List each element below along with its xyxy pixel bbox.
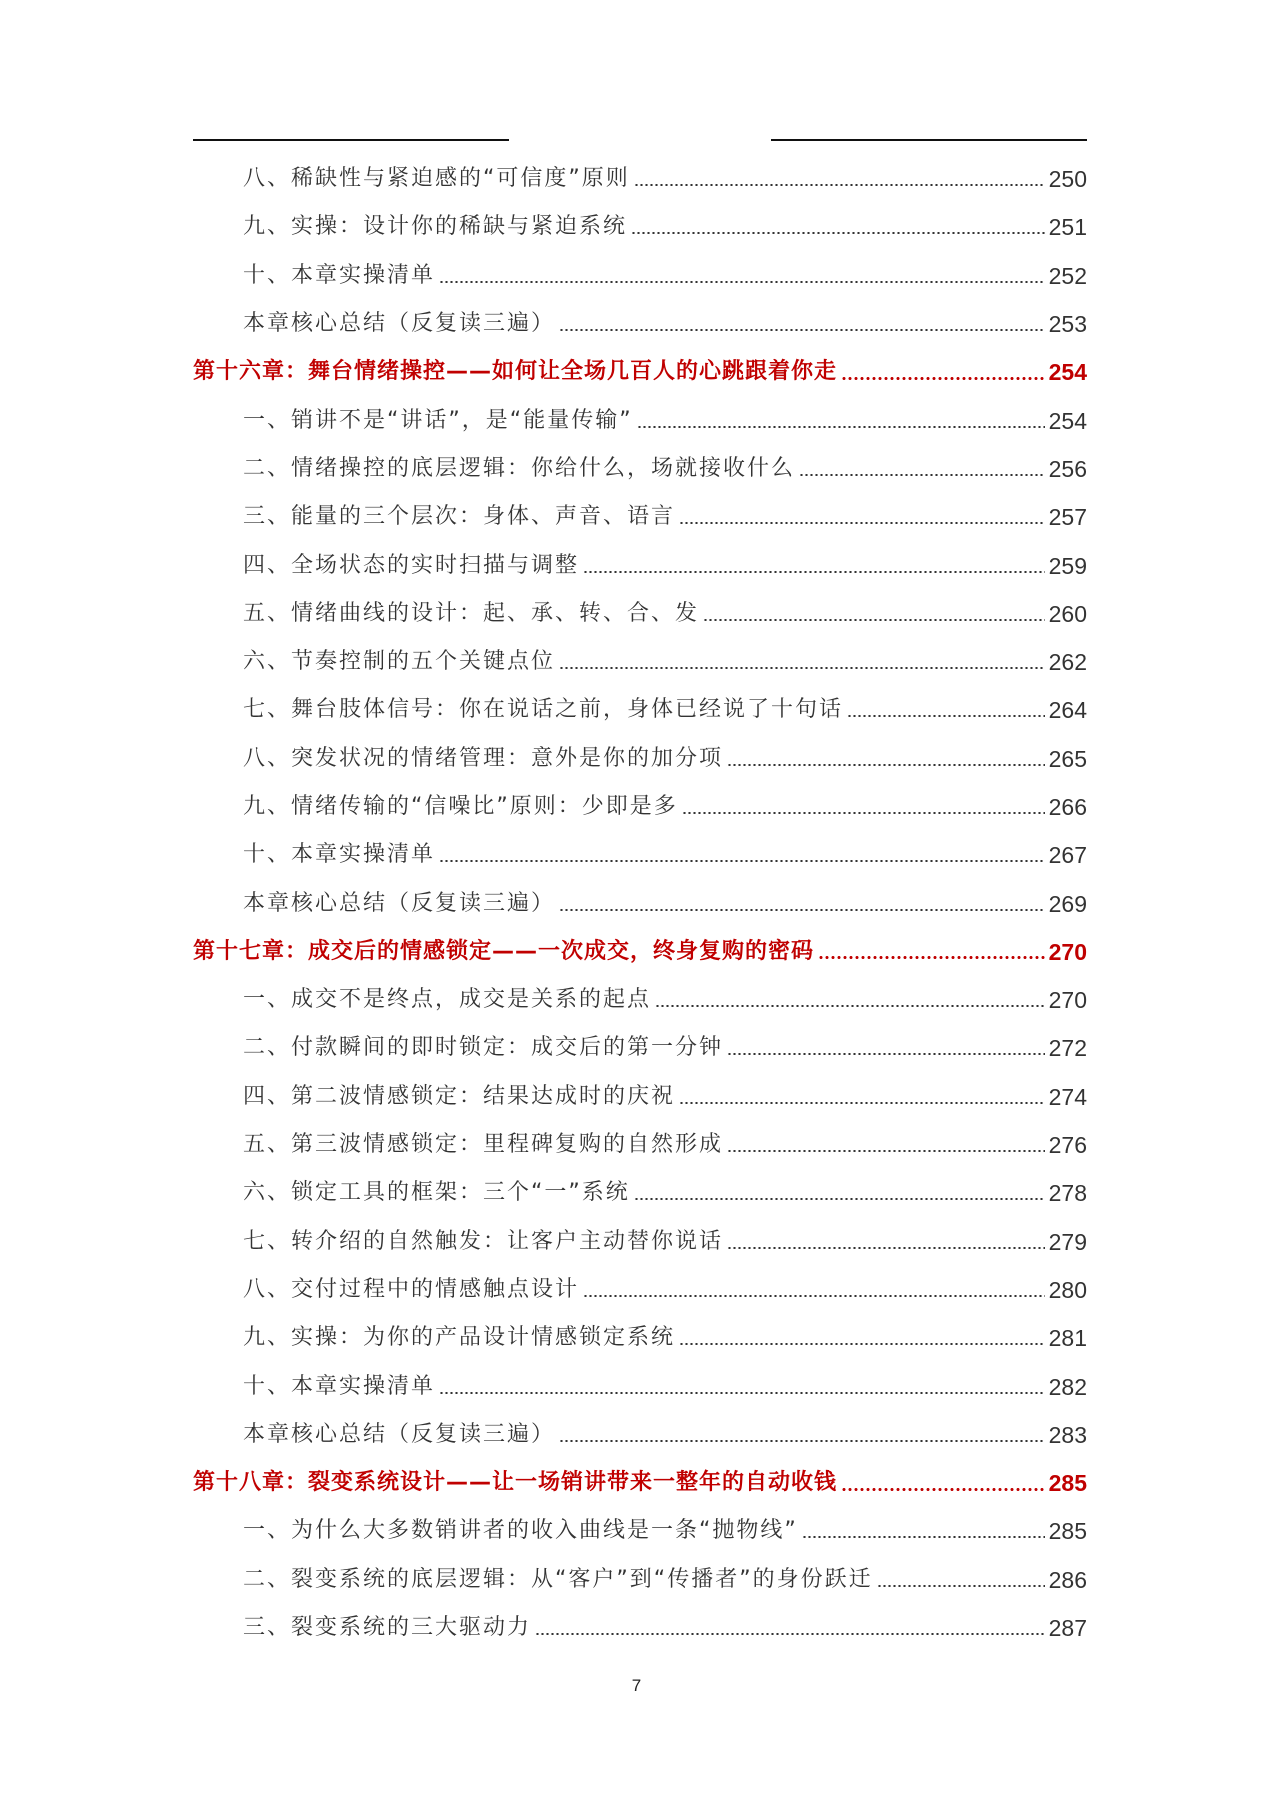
toc-entry-page: 266	[1048, 794, 1087, 820]
dot-leader	[682, 812, 1045, 814]
toc-entry-page: 280	[1048, 1276, 1087, 1303]
dot-leader	[637, 426, 1045, 428]
toc-entry-page: 272	[1048, 1035, 1087, 1062]
header-rule-right	[771, 139, 1087, 141]
toc-entry-page: 283	[1048, 1421, 1087, 1448]
toc-entry-title: 六、锁定工具的框架：三个“一”系统	[243, 1180, 630, 1206]
dot-leader	[727, 1053, 1045, 1055]
toc-section-entry[interactable]	[193, 1121, 1087, 1169]
toc-section-entry[interactable]	[193, 1507, 1087, 1555]
toc-entry-page: 257	[1048, 504, 1087, 531]
toc-entry-page: 253	[1048, 311, 1087, 338]
dot-leader	[877, 1585, 1045, 1587]
toc-entry-title: 四、第二波情感锁定：结果达成时的庆祝	[243, 1083, 676, 1109]
toc-section-entry[interactable]	[193, 1218, 1087, 1266]
toc-entry-title: 四、全场状态的实时扫描与调整	[243, 552, 580, 578]
toc-entry-page: 274	[1048, 1083, 1087, 1110]
dot-leader	[799, 474, 1045, 476]
toc-entry-title: 七、转介绍的自然触发：让客户主动替你说话	[243, 1228, 724, 1254]
dot-leader	[727, 1150, 1045, 1152]
toc-section-entry[interactable]	[193, 252, 1087, 300]
dot-leader	[535, 1633, 1045, 1635]
dot-leader	[679, 1343, 1045, 1345]
dot-leader	[559, 1440, 1045, 1442]
toc-section-entry[interactable]	[193, 493, 1087, 541]
dot-leader	[727, 764, 1045, 766]
toc-section-entry[interactable]	[193, 1604, 1087, 1652]
dot-leader	[802, 1536, 1045, 1538]
dot-leader	[679, 522, 1045, 524]
toc-entry-title: 三、能量的三个层次：身体、声音、语言	[243, 504, 676, 530]
toc-entry-page: 270	[1048, 987, 1087, 1014]
toc-entry-title: 九、实操：设计你的稀缺与紧迫系统	[243, 214, 628, 240]
toc-section-entry[interactable]	[193, 831, 1087, 879]
toc-entry-page: 264	[1048, 697, 1087, 724]
toc-section-entry[interactable]	[193, 396, 1087, 444]
toc-section-entry[interactable]	[193, 735, 1087, 783]
toc-entry-page: 254	[1048, 407, 1087, 434]
toc-entry-title: 本章核心总结（反复读三遍）	[243, 1421, 556, 1447]
toc-entry-page: 254	[1048, 359, 1087, 386]
dot-leader	[559, 667, 1045, 669]
toc-entry-page: 286	[1048, 1566, 1087, 1593]
toc-section-entry[interactable]	[193, 1024, 1087, 1072]
toc-entry-page: 287	[1048, 1615, 1087, 1642]
toc-entry-title: 八、突发状况的情绪管理：意外是你的加分项	[243, 745, 724, 771]
toc-entry-page: 259	[1048, 552, 1087, 579]
toc-entry-page: 285	[1048, 1470, 1087, 1497]
toc-section-entry[interactable]	[193, 1314, 1087, 1362]
toc-entry-title: 第十八章：裂变系统设计——让一场销讲带来一整年的自动收钱	[193, 1470, 838, 1496]
dot-leader	[655, 1005, 1045, 1007]
toc-entry-page: 265	[1048, 745, 1087, 772]
toc-entry-title: 十、本章实操清单	[243, 842, 436, 868]
dot-leader	[439, 1392, 1045, 1394]
toc-entry-title: 十、本章实操清单	[243, 1373, 436, 1399]
dot-leader	[841, 377, 1045, 380]
toc-entry-page: 270	[1048, 938, 1087, 965]
dot-leader	[727, 1247, 1045, 1249]
toc-section-entry[interactable]	[193, 590, 1087, 638]
toc-entry-title: 第十七章：成交后的情感锁定——一次成交，终身复购的密码	[193, 938, 815, 964]
toc-entry-page: 251	[1048, 214, 1087, 241]
toc-section-entry[interactable]	[193, 541, 1087, 589]
toc-section-entry[interactable]	[193, 155, 1087, 203]
toc-entry-title: 六、节奏控制的五个关键点位	[243, 649, 556, 675]
toc-section-entry[interactable]	[193, 879, 1087, 927]
toc-entry-title: 一、销讲不是“讲话”，是“能量传输”	[243, 407, 633, 433]
header-rule-left	[193, 139, 509, 141]
dot-leader	[439, 281, 1045, 283]
toc-entry-title: 七、舞台肢体信号：你在说话之前，身体已经说了十句话	[243, 697, 844, 723]
toc-entry-title: 二、付款瞬间的即时锁定：成交后的第一分钟	[243, 1035, 724, 1061]
toc-section-entry[interactable]	[193, 300, 1087, 348]
toc-entry-title: 二、情绪操控的底层逻辑：你给什么，场就接收什么	[243, 455, 796, 481]
toc-entry-title: 二、裂变系统的底层逻辑：从“客户”到“传播者”的身份跃迁	[243, 1566, 873, 1592]
toc-entry-title: 十、本章实操清单	[243, 262, 436, 288]
toc-entry-page: 279	[1048, 1228, 1087, 1255]
toc-entry-title: 三、裂变系统的三大驱动力	[243, 1615, 532, 1641]
toc-section-entry[interactable]	[193, 1362, 1087, 1410]
toc-entry-title: 本章核心总结（反复读三遍）	[243, 890, 556, 916]
toc-entry-page: 282	[1048, 1373, 1087, 1400]
toc-entry-page: 276	[1048, 1132, 1087, 1159]
dot-leader	[583, 1295, 1045, 1297]
dot-leader	[634, 1198, 1045, 1200]
dot-leader	[841, 1488, 1045, 1491]
toc-section-entry[interactable]	[193, 1266, 1087, 1314]
dot-leader	[679, 1102, 1045, 1104]
toc-entry-page: 252	[1048, 262, 1087, 289]
toc-entry-title: 一、成交不是终点，成交是关系的起点	[243, 987, 652, 1013]
toc-section-entry[interactable]	[193, 638, 1087, 686]
toc-entry-page: 278	[1048, 1180, 1087, 1207]
dot-leader	[818, 956, 1045, 959]
dot-leader	[559, 329, 1045, 331]
toc-entry-page: 267	[1048, 842, 1087, 869]
dot-leader	[634, 184, 1045, 186]
toc-entry-page: 285	[1048, 1518, 1087, 1545]
page-number: 7	[631, 1676, 642, 1695]
toc-entry-title: 五、情绪曲线的设计：起、承、转、合、发	[243, 600, 700, 626]
toc-entry-title: 一、为什么大多数销讲者的收入曲线是一条“抛物线”	[243, 1518, 798, 1544]
toc-entry-page: 256	[1048, 455, 1087, 482]
toc-entry-page: 281	[1048, 1325, 1087, 1352]
toc-entry-title: 八、稀缺性与紧迫感的“可信度”原则	[243, 166, 630, 192]
toc-entry-title: 第十六章：舞台情绪操控——如何让全场几百人的心跳跟着你走	[193, 359, 838, 385]
toc-entry-title: 八、交付过程中的情感触点设计	[243, 1276, 580, 1302]
toc-entry-title: 五、第三波情感锁定：里程碑复购的自然形成	[243, 1132, 724, 1158]
dot-leader	[703, 619, 1045, 621]
toc-entry-page: 269	[1048, 890, 1087, 917]
toc-entry-page: 262	[1048, 649, 1087, 676]
toc-section-entry[interactable]	[193, 1411, 1087, 1459]
table-of-contents	[193, 155, 1087, 1652]
toc-section-entry[interactable]	[193, 203, 1087, 251]
toc-entry-page: 260	[1048, 600, 1087, 627]
toc-entry-page: 250	[1048, 166, 1087, 193]
toc-section-entry[interactable]	[193, 1169, 1087, 1217]
toc-chapter-entry[interactable]	[193, 928, 1087, 976]
toc-entry-title: 九、实操：为你的产品设计情感锁定系统	[243, 1325, 676, 1351]
dot-leader	[847, 715, 1045, 717]
toc-entry-title: 九、情绪传输的“信噪比”原则：少即是多	[243, 794, 678, 819]
toc-section-entry[interactable]	[193, 1556, 1087, 1604]
toc-chapter-entry[interactable]	[193, 1459, 1087, 1507]
toc-section-entry[interactable]	[193, 686, 1087, 734]
toc-section-entry[interactable]	[193, 976, 1087, 1024]
dot-leader	[631, 232, 1045, 234]
toc-section-entry[interactable]	[193, 1073, 1087, 1121]
dot-leader	[439, 860, 1045, 862]
dot-leader	[559, 909, 1045, 911]
dot-leader	[583, 571, 1045, 573]
toc-entry-title: 本章核心总结（反复读三遍）	[243, 311, 556, 337]
toc-section-entry[interactable]	[193, 445, 1087, 493]
toc-chapter-entry[interactable]	[193, 348, 1087, 396]
toc-section-entry[interactable]	[193, 783, 1087, 831]
